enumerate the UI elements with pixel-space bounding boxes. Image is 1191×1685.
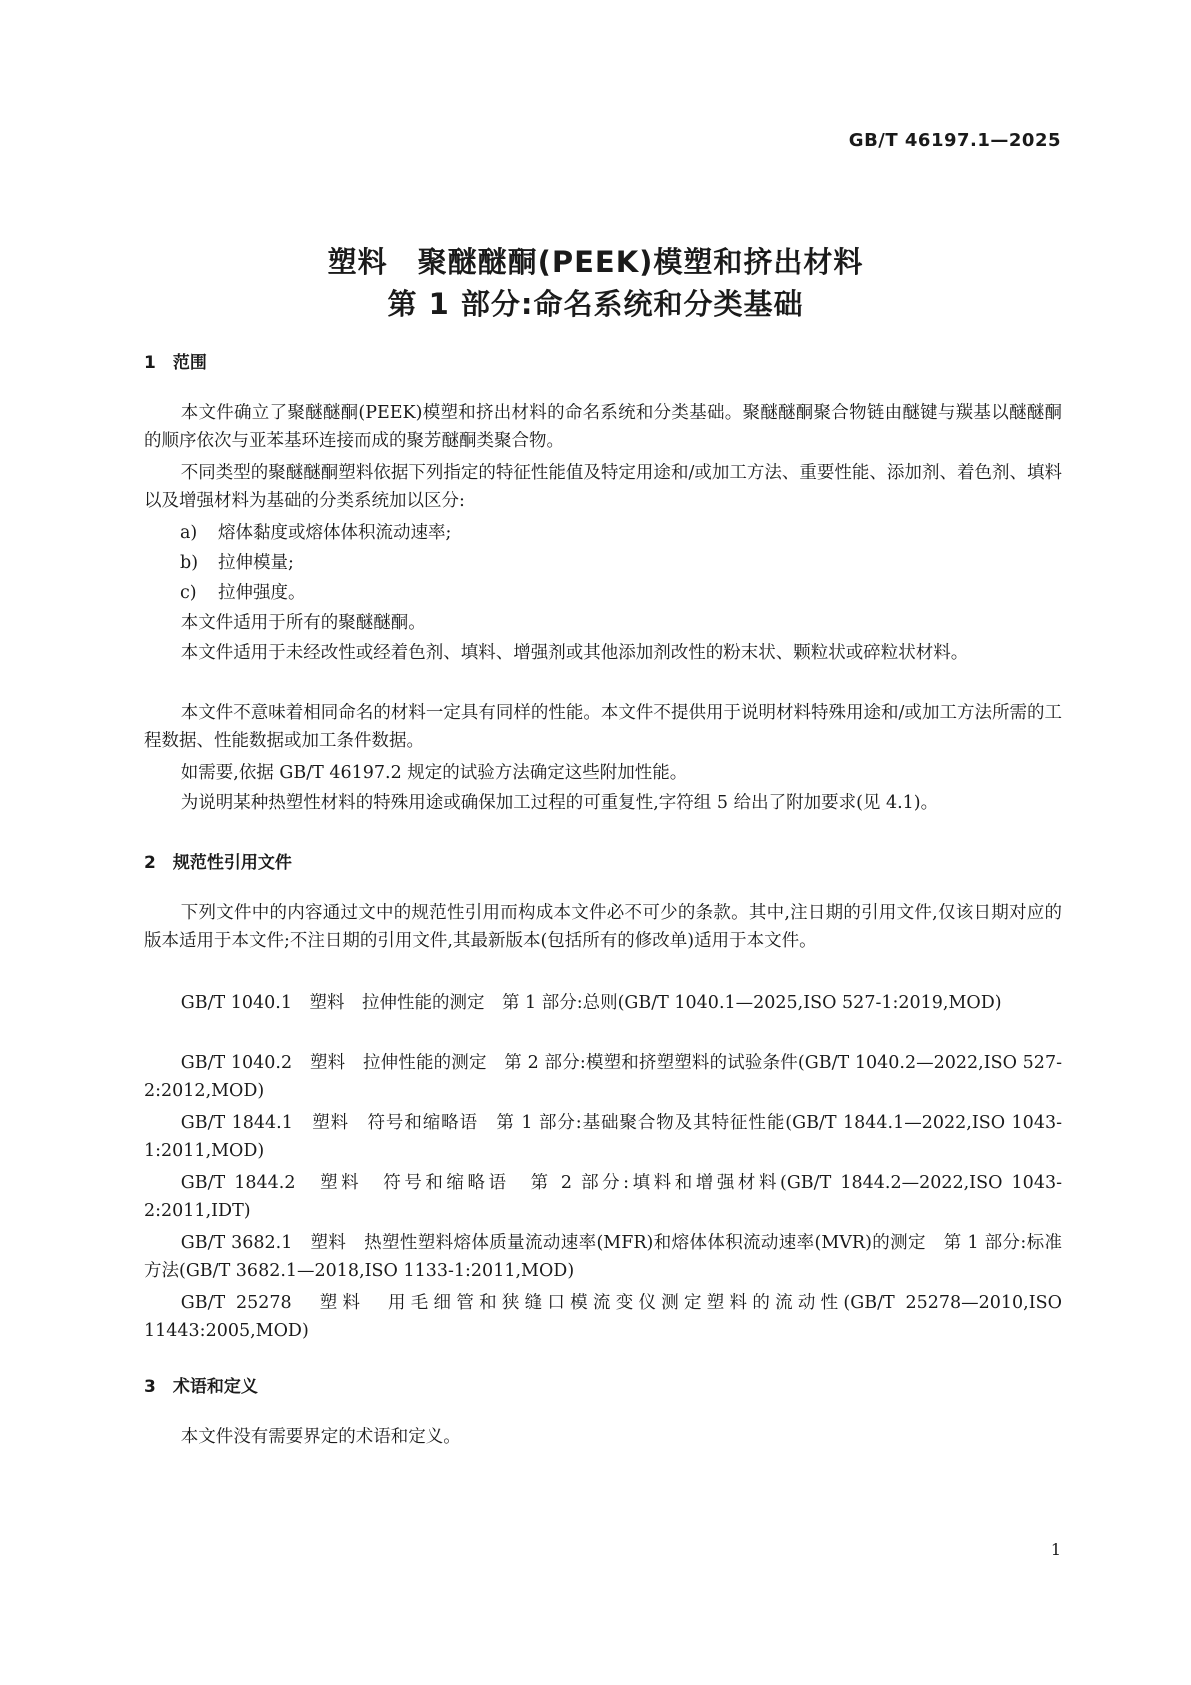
- list-text: 熔体黏度或熔体体积流动速率;: [218, 523, 452, 543]
- list-text: 拉伸强度。: [218, 583, 306, 603]
- reference-entry: GB/T 1844.1 塑料 符号和缩略语 第 1 部分:基础聚合物及其特征性能(GB/T 1844.1—2022,ISO 1043-1:2011,MOD): [144, 1113, 1062, 1161]
- scope-paragraph-1: 本文件确立了聚醚醚酮(PEEK)模塑和挤出材料的命名系统和分类基础。聚醚醚酮聚合物链由醚键与羰基以醚醚酮的顺序依次与亚苯基环连接而成的聚芳醚酮类聚合物。: [144, 403, 1062, 451]
- document-title-line-1: 塑料 聚醚醚酮(PEEK)模塑和挤出材料: [327, 245, 864, 279]
- scope-paragraph-7: 为说明某种热塑性材料的特殊用途或确保加工过程的可重复性,字符组 5 给出了附加要求(见 4.1)。: [180, 793, 939, 813]
- list-item: [180, 549, 294, 577]
- scope-paragraph-2: 不同类型的聚醚醚酮塑料依据下列指定的特征性能值及特定用途和/或加工方法、重要性能、添加剂、着色剂、填料以及增强材料为基础的分类系统加以区分:: [144, 463, 1062, 511]
- list-item: [180, 519, 451, 547]
- terms-paragraph: 本文件没有需要界定的术语和定义。: [180, 1427, 461, 1447]
- list-marker: b): [180, 553, 199, 573]
- section-heading-normative-references: 2 规范性引用文件: [144, 853, 292, 873]
- reference-entry: GB/T 3682.1 塑料 热塑性塑料熔体质量流动速率(MFR)和熔体体积流动速率(MVR)的测定 第 1 部分:标准方法(GB/T 3682.1—2018,ISO 1133-1:2011,MOD): [144, 1233, 1062, 1281]
- scope-paragraph-4: 本文件适用于未经改性或经着色剂、填料、增强剂或其他添加剂改性的粉末状、颗粒状或碎粒状材料。: [180, 643, 969, 663]
- list-marker: c): [180, 583, 197, 603]
- list-marker: a): [180, 523, 198, 543]
- scope-paragraph-5: 本文件不意味着相同命名的材料一定具有同样的性能。本文件不提供用于说明材料特殊用途和/或加工方法所需的工程数据、性能数据或加工条件数据。: [144, 703, 1062, 751]
- section-heading-terms: 3 术语和定义: [144, 1377, 258, 1397]
- document-title-line-2: 第 1 部分:命名系统和分类基础: [387, 287, 804, 321]
- reference-entry: GB/T 1040.2 塑料 拉伸性能的测定 第 2 部分:模塑和挤塑塑料的试验条件(GB/T 1040.2—2022,ISO 527-2:2012,MOD): [144, 1053, 1062, 1101]
- scope-paragraph-6: 如需要,依据 GB/T 46197.2 规定的试验方法确定这些附加性能。: [180, 763, 688, 783]
- references-intro: 下列文件中的内容通过文中的规范性引用而构成本文件必不可少的条款。其中,注日期的引用文件,仅该日期对应的版本适用于本文件;不注日期的引用文件,其最新版本(包括所有的修改单)适用于本文件。: [144, 903, 1062, 951]
- reference-entry: GB/T 1040.1 塑料 拉伸性能的测定 第 1 部分:总则(GB/T 1040.1—2025,ISO 527-1:2019,MOD): [180, 993, 1002, 1013]
- list-text: 拉伸模量;: [218, 553, 294, 573]
- reference-entry: GB/T 1844.2 塑料 符号和缩略语 第 2 部分:填料和增强材料(GB/T 1844.2—2022,ISO 1043-2:2011,IDT): [144, 1173, 1062, 1221]
- list-item: [180, 579, 306, 607]
- reference-entry: GB/T 25278 塑料 用毛细管和狭缝口模流变仪测定塑料的流动性(GB/T 25278—2010,ISO 11443:2005,MOD): [144, 1293, 1062, 1341]
- standard-code: GB/T 46197.1—2025: [848, 130, 1061, 151]
- page-number: 1: [1050, 1540, 1061, 1559]
- section-heading-scope: 1 范围: [144, 353, 207, 373]
- scope-paragraph-3: 本文件适用于所有的聚醚醚酮。: [180, 613, 426, 633]
